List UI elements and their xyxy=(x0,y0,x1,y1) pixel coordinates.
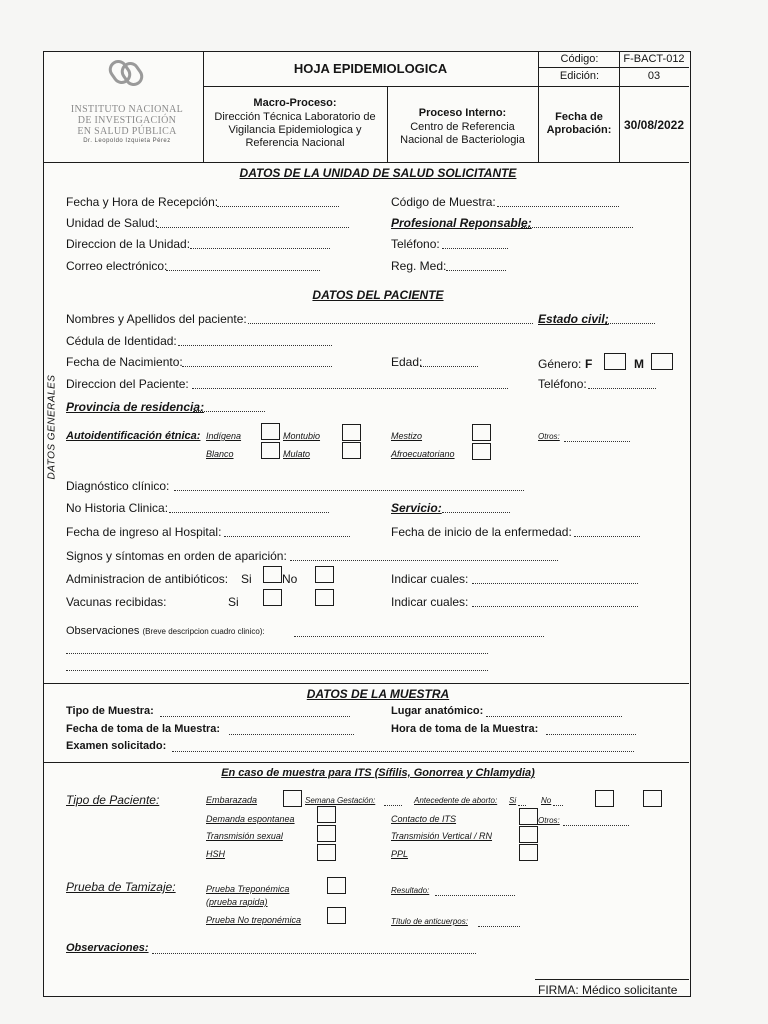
form-title: HOJA EPIDEMIOLOGICA xyxy=(293,61,448,76)
ppl-checkbox[interactable] xyxy=(519,844,538,861)
aborto-si-checkbox[interactable] xyxy=(595,790,614,807)
firma-label: FIRMA: Médico solicitante xyxy=(538,983,678,997)
codigo-label: Código: xyxy=(560,53,599,65)
fecha-nacimiento-field[interactable] xyxy=(182,366,332,367)
cedula-field[interactable] xyxy=(178,345,332,346)
etnia-afro-checkbox[interactable] xyxy=(472,443,491,460)
antibioticos-si-label: Si xyxy=(241,572,252,586)
historia-clinica-label: No Historia Clinica: xyxy=(66,501,169,515)
antibioticos-label: Administracion de antibióticos: xyxy=(66,572,229,586)
telefono-paciente-label: Teléfono: xyxy=(538,377,587,391)
semana-gestacion-label: Semana Gestación: xyxy=(305,796,376,805)
observaciones-label xyxy=(66,625,265,637)
etnia-mulato-checkbox[interactable] xyxy=(342,442,361,459)
hora-toma-label: Hora de toma de la Muestra: xyxy=(391,723,539,735)
telefono-unidad-field[interactable] xyxy=(442,248,508,249)
provincia-label: Provincia de residencia: xyxy=(66,400,205,414)
examen-solicitado-field[interactable] xyxy=(172,751,634,752)
fecha-ingreso-field[interactable] xyxy=(224,536,350,537)
proceso-interno-text: Centro de Referencia Nacional de Bacteriologia xyxy=(400,121,525,146)
etnia-indigena-label: Indígena xyxy=(206,431,242,441)
logo-text-line-4: Dr. Leopoldo Izquieta Pérez xyxy=(83,138,171,144)
etnia-afro-label: Afroecuatoriano xyxy=(391,449,455,459)
resultado-field[interactable] xyxy=(435,895,515,896)
direccion-paciente-label: Direccion del Paciente: xyxy=(66,377,189,391)
section-title-unidad: DATOS DE LA UNIDAD DE SALUD SOLICITANTE xyxy=(239,166,517,180)
observaciones-title: Observaciones xyxy=(66,625,140,637)
transmision-vertical-checkbox[interactable] xyxy=(519,826,538,843)
indicar-antibioticos-label: Indicar cuales: xyxy=(391,572,469,586)
direccion-paciente-field[interactable] xyxy=(192,388,508,389)
etnia-montubio-label: Montubio xyxy=(283,431,321,441)
genero-m-checkbox[interactable] xyxy=(651,353,673,370)
tipo-paciente-label: Tipo de Paciente: xyxy=(66,793,160,807)
its-otros-field[interactable] xyxy=(563,825,629,826)
prueba-treponemica-sub: (prueba rapida) xyxy=(206,897,268,907)
its-observaciones-field[interactable] xyxy=(152,953,476,954)
fecha-ingreso-label: Fecha de ingreso al Hospital: xyxy=(66,525,222,539)
etnia-mestizo-label: Mestizo xyxy=(391,431,423,441)
fecha-aprobacion-label: Fecha de Aprobación: xyxy=(546,111,612,136)
etnia-otros-field[interactable] xyxy=(564,441,630,442)
unidad-salud-label: Unidad de Salud: xyxy=(66,216,159,230)
fecha-inicio-label: Fecha de inicio de la enfermedad: xyxy=(391,525,572,539)
historia-clinica-field[interactable] xyxy=(169,512,329,513)
header-divider xyxy=(203,86,538,87)
etnia-blanco-checkbox[interactable] xyxy=(261,442,280,459)
etnia-mulato-label: Mulato xyxy=(283,449,311,459)
logo-text-line-1: INSTITUTO NACIONAL xyxy=(70,104,184,115)
its-otros-label: Otros: xyxy=(538,816,560,825)
prueba-treponemica-checkbox[interactable] xyxy=(327,877,346,894)
edicion-label: Edición: xyxy=(559,70,600,82)
observaciones-field-2[interactable] xyxy=(66,653,488,654)
nombres-field[interactable] xyxy=(248,323,533,324)
aborto-no-label: No xyxy=(541,796,552,805)
section-divider-its xyxy=(43,762,689,763)
etnia-montubio-checkbox[interactable] xyxy=(342,424,361,441)
codigo-muestra-field[interactable] xyxy=(497,206,619,207)
institution-logo xyxy=(60,55,194,155)
reg-med-label: Reg. Med: xyxy=(391,259,447,273)
aborto-no-checkbox[interactable] xyxy=(643,790,662,807)
cedula-label: Cédula de Identidad: xyxy=(66,334,177,348)
hsh-label: HSH xyxy=(206,849,226,859)
section-divider-muestra xyxy=(43,683,689,684)
header-divider xyxy=(619,52,620,162)
antecedente-aborto-label: Antecedente de aborto: xyxy=(414,796,498,805)
edicion-value: 03 xyxy=(647,70,661,82)
diagnostico-label: Diagnóstico clínico: xyxy=(66,479,170,493)
vacunas-no-checkbox[interactable] xyxy=(315,589,334,606)
fecha-aprobacion-value: 30/08/2022 xyxy=(623,118,685,132)
direccion-unidad-field[interactable] xyxy=(190,248,330,249)
resultado-label: Resultado: xyxy=(391,886,430,895)
fecha-inicio-field[interactable] xyxy=(574,536,640,537)
contacto-its-checkbox[interactable] xyxy=(519,808,538,825)
examen-solicitado-label: Examen solicitado: xyxy=(66,740,167,752)
fecha-nacimiento-label: Fecha de Nacimiento: xyxy=(66,355,183,369)
vacunas-label: Vacunas recibidas: xyxy=(66,595,167,609)
ppl-label: PPL xyxy=(391,849,409,859)
embarazada-checkbox[interactable] xyxy=(283,790,302,807)
form-frame xyxy=(43,51,691,997)
side-label: DATOS GENERALES xyxy=(46,374,58,480)
macro-proceso-text: Dirección Técnica Laboratorio de Vigilancia Epidemiologica y Referencia Nacional xyxy=(214,111,376,149)
edad-label: Edad: xyxy=(391,355,423,369)
unidad-salud-field[interactable] xyxy=(157,227,349,228)
genero-m-label: M xyxy=(634,357,644,371)
observaciones-field-3[interactable] xyxy=(66,670,488,671)
diagnostico-field[interactable] xyxy=(174,490,524,491)
hora-toma-field[interactable] xyxy=(546,734,636,735)
etnia-indigena-checkbox[interactable] xyxy=(261,423,280,440)
header-divider xyxy=(538,86,689,87)
tipo-muestra-label: Tipo de Muestra: xyxy=(66,705,154,717)
servicio-field[interactable] xyxy=(442,512,510,513)
aborto-si-field[interactable] xyxy=(518,805,526,806)
prueba-no-treponemica-checkbox[interactable] xyxy=(327,907,346,924)
indicar-antibioticos-field[interactable] xyxy=(472,583,638,584)
header-divider xyxy=(538,67,689,68)
lugar-anatomico-label: Lugar anatómico: xyxy=(391,705,484,717)
its-observaciones-label: Observaciones: xyxy=(66,942,149,954)
fecha-toma-label: Fecha de toma de la Muestra: xyxy=(66,723,221,735)
contacto-its-label: Contacto de ITS xyxy=(391,814,457,824)
genero-f-checkbox[interactable] xyxy=(604,353,626,370)
direccion-unidad-label: Direccion de la Unidad: xyxy=(66,237,191,251)
transmision-sexual-label: Transmisión sexual xyxy=(206,831,283,841)
section-title-paciente: DATOS DEL PACIENTE xyxy=(312,288,444,302)
lugar-anatomico-field[interactable] xyxy=(486,716,622,717)
proceso-interno-label: Proceso Interno: xyxy=(418,107,507,119)
vacunas-si-label: Si xyxy=(228,595,239,609)
antibioticos-si-checkbox[interactable] xyxy=(263,566,282,583)
prueba-treponemica-label: Prueba Treponémica xyxy=(206,884,290,894)
signos-label: Signos y síntomas en orden de aparición: xyxy=(66,549,287,563)
aborto-si-label: Si xyxy=(509,796,517,805)
firma-line xyxy=(535,979,689,980)
estado-civil-field[interactable] xyxy=(605,323,655,324)
nombres-label: Nombres y Apellidos del paciente: xyxy=(66,312,247,326)
indicar-vacunas-label: Indicar cuales: xyxy=(391,595,469,609)
reg-med-field[interactable] xyxy=(446,270,506,271)
genero-label: Género: xyxy=(538,357,582,371)
provincia-field[interactable] xyxy=(193,411,265,412)
embarazada-label: Embarazada xyxy=(206,795,258,805)
section-title-muestra: DATOS DE LA MUESTRA xyxy=(306,687,450,701)
telefono-unidad-label: Teléfono: xyxy=(391,237,440,251)
codigo-muestra-label: Código de Muestra: xyxy=(391,195,496,209)
logo-mark-icon xyxy=(60,55,194,99)
titulo-anticuerpos-label: Título de anticuerpos: xyxy=(391,917,468,926)
logo-text-line-2: DE INVESTIGACIÓN xyxy=(77,115,177,126)
prueba-no-treponemica-label: Prueba No treponémica xyxy=(206,915,302,925)
signos-field[interactable] xyxy=(290,560,558,561)
titulo-anticuerpos-field[interactable] xyxy=(478,926,520,927)
prueba-tamizaje-label: Prueba de Tamizaje: xyxy=(66,880,176,894)
servicio-label: Servicio: xyxy=(391,501,442,515)
transmision-vertical-label: Transmisión Vertical / RN xyxy=(391,831,493,841)
logo-text-line-3: EN SALUD PÚBLICA xyxy=(77,126,177,137)
hsh-checkbox[interactable] xyxy=(317,844,336,861)
vacunas-si-checkbox[interactable] xyxy=(263,589,282,606)
observaciones-note: (Breve descripcion cuadro clinico): xyxy=(142,627,265,636)
demanda-label: Demanda espontanea xyxy=(206,814,295,824)
macro-proceso-label: Macro-Proceso: xyxy=(253,97,337,109)
profesional-label: Profesional Reponsable: xyxy=(391,216,532,230)
fecha-hora-recepcion-label: Fecha y Hora de Recepción: xyxy=(66,195,219,209)
etnia-mestizo-checkbox[interactable] xyxy=(472,424,491,441)
aborto-no-field[interactable] xyxy=(553,805,563,806)
header-bottom-line xyxy=(43,162,689,163)
codigo-value: F-BACT-012 xyxy=(623,53,685,65)
antibioticos-no-label: No xyxy=(282,572,298,586)
observaciones-field-1[interactable] xyxy=(294,636,544,637)
transmision-sexual-checkbox[interactable] xyxy=(317,825,336,842)
semana-gestacion-field[interactable] xyxy=(384,805,402,806)
etnia-otros-label: Otros: xyxy=(538,432,560,441)
demanda-checkbox[interactable] xyxy=(317,806,336,823)
correo-label: Correo electrónico: xyxy=(66,259,168,273)
indicar-vacunas-field[interactable] xyxy=(472,606,638,607)
fecha-hora-recepcion-field[interactable] xyxy=(217,206,339,207)
section-title-its: En caso de muestra para ITS (Sífilis, Gonorrea y Chlamydia) xyxy=(221,767,535,779)
estado-civil-label: Estado civil: xyxy=(538,312,609,326)
fecha-toma-field[interactable] xyxy=(229,734,354,735)
antibioticos-no-checkbox[interactable] xyxy=(315,566,334,583)
tipo-muestra-field[interactable] xyxy=(160,716,350,717)
autoidentificacion-label: Autoidentificación étnica: xyxy=(66,430,201,442)
header-divider xyxy=(387,86,388,162)
genero-f-label: F xyxy=(585,357,593,371)
telefono-paciente-field[interactable] xyxy=(588,388,656,389)
correo-field[interactable] xyxy=(166,270,320,271)
edad-field[interactable] xyxy=(420,366,478,367)
profesional-field[interactable] xyxy=(521,227,633,228)
header-divider xyxy=(538,52,539,162)
etnia-blanco-label: Blanco xyxy=(206,449,234,459)
